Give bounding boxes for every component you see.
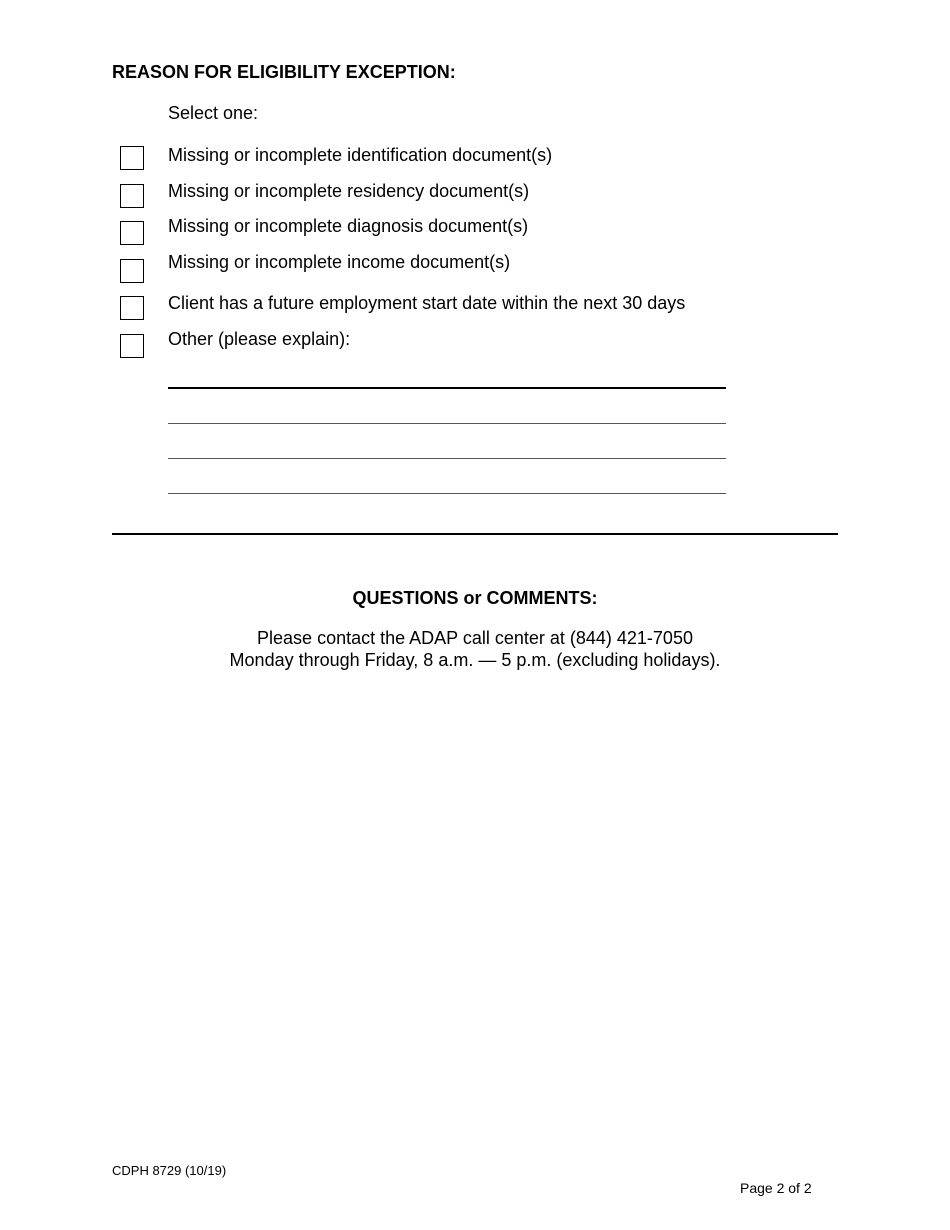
explain-line-4[interactable] xyxy=(168,493,726,494)
option-label-other: Other (please explain): xyxy=(168,329,351,349)
contact-line-phone: Please contact the ADAP call center at (844) 421-7050 xyxy=(257,628,693,648)
option-label-identification: Missing or incomplete identification document(s) xyxy=(168,145,553,165)
option-label-diagnosis: Missing or incomplete diagnosis document(s) xyxy=(168,216,529,236)
contact-line-hours: Monday through Friday, 8 a.m. — 5 p.m. (excluding holidays). xyxy=(229,650,721,670)
section-heading: REASON FOR ELIGIBILITY EXCEPTION: xyxy=(112,62,456,82)
questions-title: QUESTIONS or COMMENTS: xyxy=(352,588,598,608)
form-id: CDPH 8729 (10/19) xyxy=(112,1163,227,1178)
select-instruction: Select one: xyxy=(168,103,259,123)
explain-line-2[interactable] xyxy=(168,423,726,424)
checkbox-future-employment[interactable] xyxy=(120,296,144,320)
section-divider xyxy=(112,533,838,535)
checkbox-income[interactable] xyxy=(120,259,144,283)
explain-line-3[interactable] xyxy=(168,458,726,459)
checkbox-other[interactable] xyxy=(120,334,144,358)
page-number: Page 2 of 2 xyxy=(740,1180,812,1196)
option-label-residency: Missing or incomplete residency document(s) xyxy=(168,181,530,201)
checkbox-residency[interactable] xyxy=(120,184,144,208)
explain-line-1[interactable] xyxy=(168,387,726,389)
option-label-future-employment: Client has a future employment start date within the next 30 days xyxy=(168,293,686,313)
checkbox-identification[interactable] xyxy=(120,146,144,170)
option-label-income: Missing or incomplete income document(s) xyxy=(168,252,511,272)
checkbox-diagnosis[interactable] xyxy=(120,221,144,245)
